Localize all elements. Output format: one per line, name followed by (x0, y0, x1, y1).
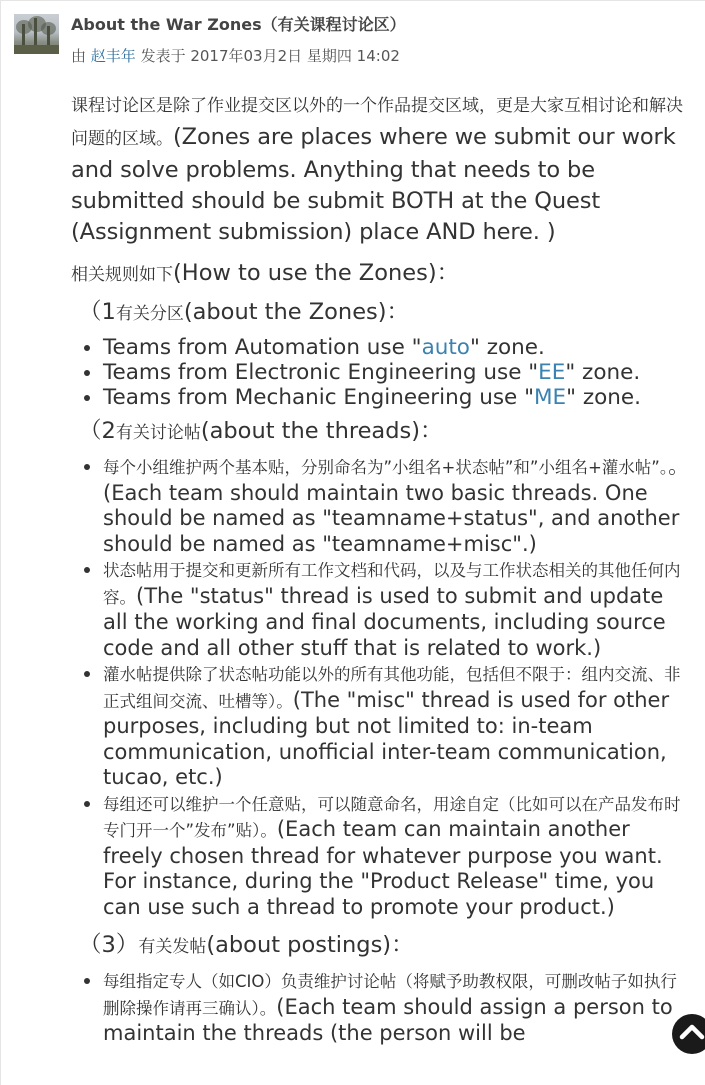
section1-heading (79, 297, 693, 329)
rules-heading-en: (How to use the Zones)： (173, 260, 460, 286)
author-link[interactable]: 赵丰年 (90, 47, 136, 65)
list-item-zh: 每组还可以维护一个任意贴，可以随意命名，用途自定（比如可以在产品发布时专门开一个”发布”贴）。 (103, 794, 681, 840)
list-item-zh: 每个小组维护两个基本贴，分别命名为”小组名+状态帖”和”小组名+灌水帖”。 (103, 458, 669, 477)
post-title: About the War Zones（有关课程讨论区） (71, 15, 406, 34)
avatar-tree-trunk (34, 18, 37, 46)
post-content (71, 89, 693, 1057)
list-item-text: Teams from Electronic Engineering use " (103, 360, 539, 385)
avatar-tree-trunk (22, 24, 25, 46)
list-item-zh: 每组指定专人（如CIO）负责维护讨论帖（将赋予助教权限，可删改帖子如执行删除操作请再三确认）。 (103, 972, 677, 1018)
meta-prefix: 由 (71, 47, 91, 65)
rules-heading-zh: 相关规则如下 (71, 265, 173, 285)
intro-paragraph (71, 89, 693, 248)
section3-num: （3） (79, 932, 139, 958)
list-item-en: (Each team can maintain another freely chosen thread for whatever purpose you want. For instance, during the "Product Release" time, you can use such a thread to promote your product.) (103, 817, 663, 919)
postings-list (71, 968, 693, 1047)
list-item (103, 661, 693, 791)
list-item (103, 791, 693, 921)
avatar-tree-trunk (47, 26, 50, 46)
ee-zone-link[interactable]: EE (538, 360, 566, 385)
intro-zh: 课程讨论区是除了作业提交区以外的一个作品提交区域，更是大家互相讨论和解决问题的区域。 (71, 96, 683, 149)
section3-heading (79, 930, 693, 962)
section2-num: （2 (79, 418, 116, 444)
auto-zone-link[interactable]: auto (421, 335, 470, 360)
meta-date: 发表于 2017年03月2日 星期四 14:02 (135, 47, 400, 65)
list-item (103, 335, 693, 360)
list-item-text: " zone. (566, 385, 641, 410)
section2-heading-zh: 有关讨论帖 (115, 423, 201, 443)
avatar[interactable] (14, 14, 59, 54)
list-item-text: " zone. (565, 360, 641, 385)
post-meta (71, 45, 400, 66)
section1-num: （1 (79, 299, 116, 325)
list-item (103, 968, 693, 1047)
list-item-en: (The "status" thread is used to submit and update all the working and final documents, including source code and all other stuff that is related to work.) (103, 583, 666, 660)
threads-list (71, 454, 693, 920)
section1-heading-zh: 有关分区 (115, 304, 184, 324)
me-zone-link[interactable]: ME (534, 385, 567, 410)
section3-heading-en: (about postings)： (206, 932, 414, 958)
list-item-en: (Each team should assign a person to maintain the threads (the person will be (103, 994, 673, 1045)
zones-list (71, 335, 693, 410)
scroll-to-top-button[interactable] (672, 1014, 705, 1054)
list-item-text: Teams from Automation use " (103, 335, 422, 360)
list-item-text: Teams from Mechanic Engineering use " (103, 385, 534, 410)
rules-heading (71, 258, 693, 290)
chevron-up-icon (679, 1020, 705, 1046)
list-item-zh: 状态帖用于提交和更新所有工作文档和代码，以及与工作状态相关的其他任何内容。 (103, 561, 681, 607)
list-item (103, 454, 693, 557)
section2-heading (79, 416, 693, 448)
list-item-en: (The "misc" thread is used for other purposes, including but not limited to: in-team communication, unofficial inter-team communication, tucao, etc.) (103, 687, 670, 789)
avatar-ground (14, 45, 59, 54)
list-item (103, 385, 693, 410)
list-item-en: 。(Each team should maintain two basic threads. One should be named as "teamname+status", and another should be named as "teamname+misc".) (103, 454, 690, 556)
section2-heading-en: (about the threads)： (200, 418, 443, 444)
list-item (103, 360, 693, 385)
list-item-zh: 灌水帖提供除了状态帖功能以外的所有其他功能，包括但不限于：组内交流、非正式组间交流、吐槽等）。 (103, 665, 681, 711)
list-item-text: " zone. (469, 335, 545, 360)
intro-en: (Zones are places where we submit our work and solve problems. Anything that needs to be submitted should be submit BOTH at the Quest (Assignment submission) place AND here. ) (71, 124, 676, 245)
section1-heading-en: (about the Zones)： (183, 299, 410, 325)
section3-heading-zh: 有关发帖 (138, 937, 207, 957)
list-item (103, 557, 693, 661)
